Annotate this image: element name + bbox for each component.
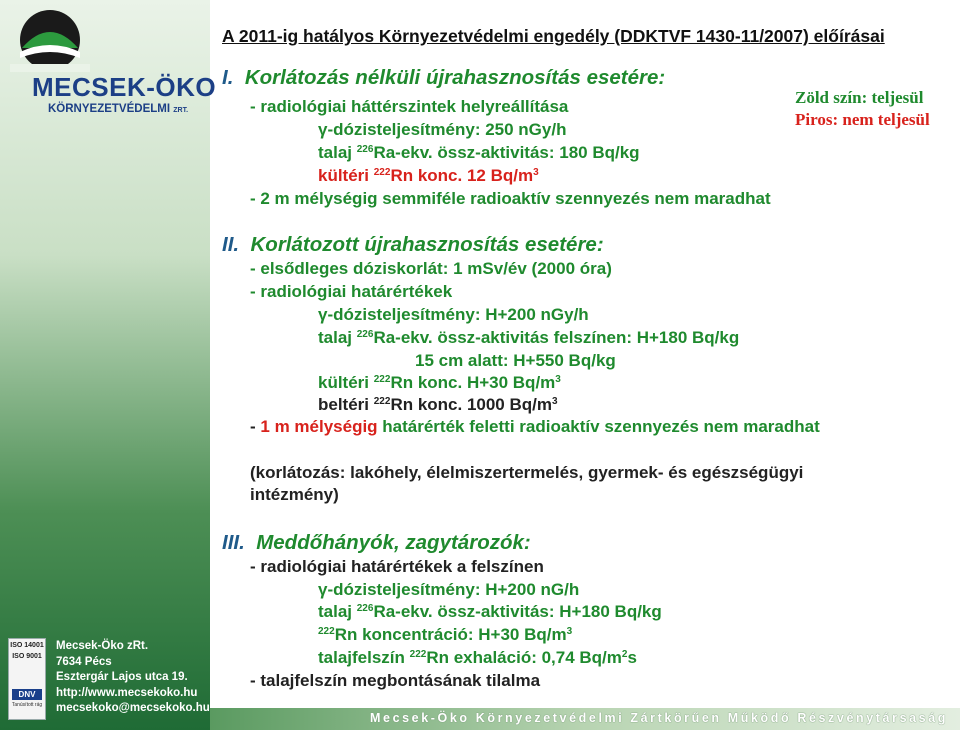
section-1-heading: I. Korlátozás nélküli újrahasznosítás esetére:: [222, 66, 666, 89]
s3-line-4: $^{222}$Rn koncentráció: H+30 $Bq/m^3$: [318, 625, 573, 644]
s3-line-3: talaj $^{226}$Ra-ekv. össz-aktivitás: H+180 Bq/kg: [318, 602, 662, 621]
iso-label-1: ISO 14001: [10, 642, 44, 649]
s3-line-2: γ-dózisteljesítmény: H+200 nG/h: [318, 580, 580, 599]
dnv-label: DNV: [12, 689, 42, 700]
s2-line-6: kültéri $^{222}$Rn konc. H+30 $Bq/m^3$: [318, 373, 561, 392]
logo-subtitle: KÖRNYEZETVÉDELMI ZRT.: [48, 103, 189, 115]
contact-info: [56, 639, 210, 717]
legend-green: Zöld szín: teljesül: [795, 88, 924, 107]
section-2-heading: II. Korlátozott újrahasznosítás esetére:: [222, 233, 604, 256]
s1-line-3: talaj $^{226}$Ra-ekv. össz-aktivitás: 180 Bq/kg: [318, 143, 640, 162]
page-title: A 2011-ig hatályos Környezetvédelmi engedély (DDKTVF 1430-11/2007) előírásai: [222, 26, 885, 46]
s2-note-2: intézmény): [250, 485, 339, 504]
contact-email[interactable]: mecsekoko@mecsekoko.hu: [56, 702, 210, 714]
company-logo: [10, 8, 217, 118]
s3-line-6: - talajfelszín megbontásának tilalma: [250, 671, 541, 690]
iso-label-2: ISO 9001: [12, 653, 42, 660]
contact-website[interactable]: http://www.mecsekoko.hu: [56, 686, 198, 699]
s1-line-4: kültéri $^{222}$Rn konc. 12 $Bq/m^3$: [318, 166, 539, 185]
s2-line-2: - radiológiai határértékek: [250, 282, 453, 301]
s1-line-1: - radiológiai háttérszintek helyreállítása: [250, 97, 569, 116]
cert-label: Tanúsított rág: [11, 702, 43, 708]
s1-line-5: - 2 m mélységig semmiféle radioaktív szennyezés nem maradhat: [250, 189, 771, 208]
legend-red: Piros: nem teljesül: [795, 110, 930, 129]
s2-line-1: - elsődleges dóziskorlát: 1 mSv/év (2000 óra): [250, 259, 612, 278]
contact-company: Mecsek-Öko zRt.: [56, 640, 149, 652]
s2-line-8: - 1 m mélységig határérték feletti radioaktív szennyezés nem maradhat: [250, 417, 820, 436]
s2-line-5: 15 cm alatt: H+550 Bq/kg: [415, 351, 616, 370]
section-3-heading: III. Meddőhányók, zagytározók:: [222, 531, 531, 554]
logo-emblem-icon: [10, 8, 90, 72]
s2-line-7: beltéri $^{222}$Rn konc. 1000 $Bq/m^3$: [318, 395, 558, 414]
logo-name: MECSEK-ÖKO: [32, 72, 217, 102]
footer-text: Mecsek-Öko Környezetvédelmi Zártkörűen Működő Részvénytársaság: [370, 711, 949, 725]
certification-badge: [8, 638, 46, 720]
s2-line-3: γ-dózisteljesítmény: H+200 nGy/h: [318, 305, 589, 324]
contact-street: Esztergár Lajos utca 19.: [56, 671, 188, 683]
s1-line-2: γ-dózisteljesítmény: 250 nGy/h: [318, 120, 567, 139]
contact-city: 7634 Pécs: [56, 655, 112, 668]
s2-line-4: talaj $^{226}$Ra-ekv. össz-aktivitás felszínen: H+180 Bq/kg: [318, 328, 740, 347]
s2-note-1: (korlátozás: lakóhely, élelmiszertermelés, gyermek- és egészségügyi: [250, 463, 804, 482]
s3-line-1: - radiológiai határértékek a felszínen: [250, 557, 544, 576]
s3-line-5: talajfelszín $^{222}$Rn exhaláció: 0,74 $Bq/m^2s$: [318, 648, 637, 667]
